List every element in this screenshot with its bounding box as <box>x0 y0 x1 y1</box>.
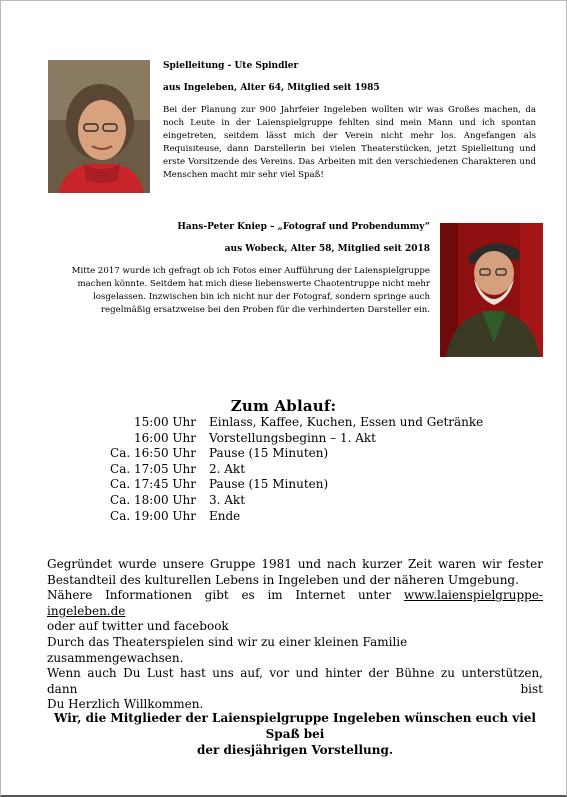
schedule-row <box>100 431 500 447</box>
member-text: Bei der Planung zur 900 Jahrfeier Ingeleben wollten wir was Großes machen, da noch Leute in der Laienspielgruppe fehlten sind mein Mann und ich spontan eingetreten, seitdem lässt mich der Verein nicht mehr los. Angefangen als Requisiteuse, dann Darstellerin bei vielen Theaterstücken, jetzt Spielleitung und erste Vorsitzende des Vereins. Das Arbeiten mit den verschiedenen Charakteren und Menschen macht mir sehr viel Spaß! <box>163 105 536 180</box>
schedule-event: 3. Akt <box>209 492 246 507</box>
member-photo-ute-spindler <box>48 60 150 193</box>
schedule-row <box>100 415 500 431</box>
schedule-row <box>100 446 500 462</box>
about-paragraph: Wenn auch Du Lust hast uns auf, vor und hinter der Bühne zu unterstützen, dann bist <box>47 666 543 696</box>
member-bio-ute-spindler <box>163 60 536 182</box>
about-paragraph: Bestandteil des kulturellen Lebens in Ingeleben und der näheren Umgebung. <box>47 572 519 587</box>
schedule-time: Ca. 19:00 Uhr <box>110 508 196 523</box>
closing-message <box>47 710 543 758</box>
member-origin: aus Wobeck, Alter 58, Mitglied seit 2018 <box>224 244 430 254</box>
schedule-row <box>100 462 500 478</box>
about-paragraph: Du Herzlich Willkommen. <box>47 697 204 712</box>
schedule-row <box>100 477 500 493</box>
schedule-row <box>100 493 500 509</box>
schedule-event: Vorstellungsbeginn – 1. Akt <box>209 430 376 445</box>
schedule-event: Einlass, Kaffee, Kuchen, Essen und Getränke <box>209 415 484 429</box>
schedule-time: 16:00 Uhr <box>134 430 196 445</box>
about-paragraph: oder auf twitter und facebook <box>47 619 229 634</box>
member-name: Hans-Peter Kniep – „Fotograf und Probendummy“ <box>177 222 430 232</box>
schedule-table <box>100 415 500 524</box>
member-origin: aus Ingeleben, Alter 64, Mitglied seit 1985 <box>163 83 380 93</box>
closing-line: der diesjährigen Vorstellung. <box>196 743 394 757</box>
member-bio-hans-peter-kniep <box>47 221 430 317</box>
schedule-time: Ca. 17:05 Uhr <box>110 461 196 476</box>
schedule-row <box>100 509 500 525</box>
member-name: Spielleitung - Ute Spindler <box>163 61 299 71</box>
member-text: Mitte 2017 wurde ich gefragt ob ich Fotos einer Aufführung der Laienspielgruppe machen könnte. Seitdem hat mich diese liebenswerte Chaotentruppe nicht mehr losgelassen. Inzwischen bin ich nicht nur der Fotograf, sondern springe auch regelmäßig ersatzweise bei den Proben für die verhinderten Darsteller ein. <box>71 266 430 315</box>
schedule-event: Pause (15 Minuten) <box>209 446 329 461</box>
schedule-event: Pause (15 Minuten) <box>209 477 329 492</box>
about-paragraph: Durch das Theaterspielen sind wir zu einer kleinen Familie zusammengewachsen. <box>47 634 408 665</box>
about-section <box>47 557 543 713</box>
schedule-time: Ca. 18:00 Uhr <box>110 492 196 507</box>
about-paragraph: Gegründet wurde unsere Gruppe 1981 und nach kurzer Zeit waren wir fester <box>47 557 543 571</box>
schedule-event: Ende <box>209 508 241 523</box>
closing-line: Wir, die Mitglieder der Laienspielgruppe Ingeleben wünschen euch viel Spaß bei <box>54 711 536 741</box>
about-info-text: Nähere Informationen gibt es im Internet unter <box>47 588 392 603</box>
schedule-time: 15:00 Uhr <box>134 415 196 429</box>
member-photo-hans-peter-kniep <box>440 223 543 357</box>
website-link[interactable]: www.laienspielgruppe-ingeleben.de <box>47 588 543 618</box>
about-info-line <box>47 588 543 619</box>
schedule-event: 2. Akt <box>209 461 246 476</box>
schedule-title: Zum Ablauf: <box>230 397 337 415</box>
schedule-time: Ca. 16:50 Uhr <box>110 446 196 461</box>
schedule-time: Ca. 17:45 Uhr <box>110 477 196 492</box>
